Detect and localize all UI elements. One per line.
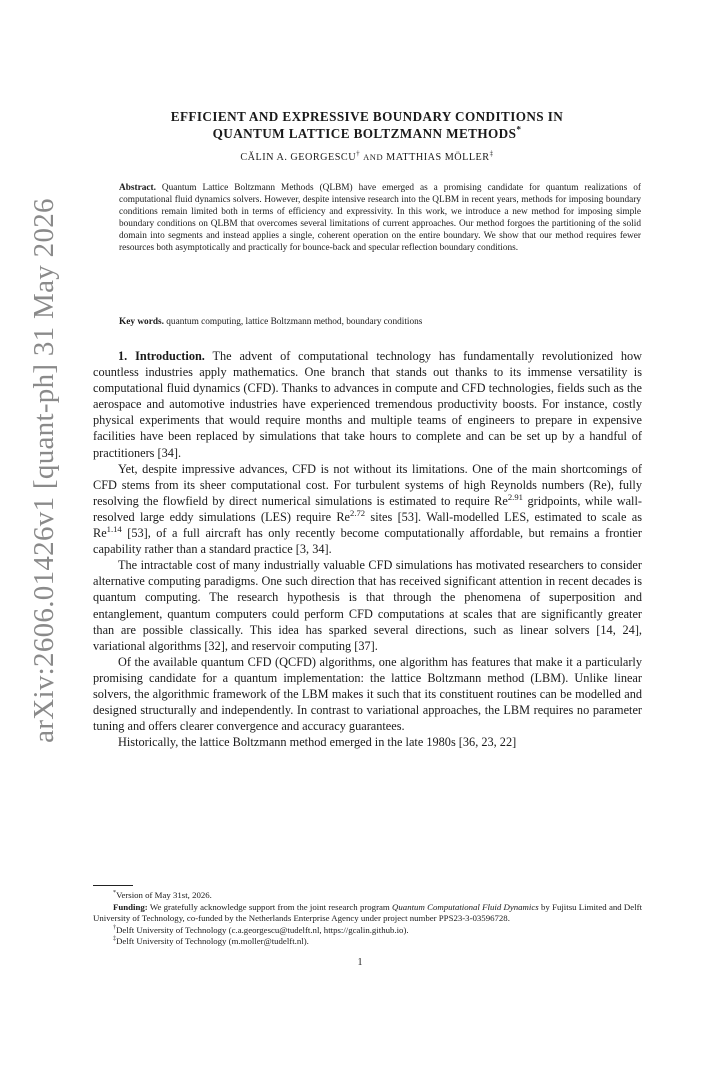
- section-heading: 1. Introduction.: [118, 349, 205, 363]
- intro-paragraph-5: Historically, the lattice Boltzmann method emerged in the late 1980s [36, 23, 22]: [118, 735, 517, 750]
- page-number: 1: [357, 957, 363, 968]
- intro-paragraph-2: [93, 461, 642, 558]
- arxiv-identifier: arXiv:2606.01426v1 [quant-ph] 31 May 2026: [27, 197, 60, 743]
- keywords-text: quantum computing, lattice Boltzmann method, boundary conditions: [166, 317, 423, 327]
- keywords: [119, 317, 641, 327]
- footnote-version-text: Version of May 31st, 2026.: [116, 890, 212, 900]
- footnote-dagger-mark: †: [113, 924, 117, 931]
- author-1: CĂLIN A. GEORGESCU: [240, 152, 357, 163]
- exponent-2: 2.72: [350, 507, 366, 518]
- intro-paragraph-4: Of the available quantum CFD (QCFD) algorithms, one algorithm has features that make it a particularly promising candidate for a quantum implementation: the lattice Boltzmann method (LBM). Unlike linear solvers, the algorithmic framework of the LBM makes it such that its constituent routines can be modelled and designed structurally and independently. In contrast to variational approaches, the LBM requires no parameter tuning and offers clearer convergence and accuracy guarantees.: [93, 654, 642, 734]
- title-line-2: [92, 125, 642, 142]
- intro-paragraph-1: [93, 348, 642, 461]
- abstract-text: Quantum Lattice Boltzmann Methods (QLBM) have emerged as a promising candidate for quantum realizations of computational fluid dynamics solvers. However, despite intensive research into the QLBM in recent years, methods for imposing boundary conditions remain limited both in terms of efficiency and expressivity. In this work, we introduce a new method for imposing simple boundary conditions on QLBM that overcomes several limitations of current approaches. Our method forgoes the partitioning of the solid domain into segments and instead applies a single, coherent operation on the entire boundary. We show that our method requires fewer resources both asymptotically and practically for bounce-back and specular reflection boundary conditions.: [119, 183, 641, 253]
- author-2: MATTHIAS MÖLLER: [386, 152, 490, 163]
- footnote-funding: [93, 902, 642, 925]
- title-line-1: EFFICIENT AND EXPRESSIVE BOUNDARY CONDITIONS IN: [170, 109, 564, 124]
- footnote-ddagger-mark: ‡: [113, 936, 117, 943]
- author-and: AND: [363, 152, 384, 162]
- intro-paragraph-3: The intractable cost of many industrially valuable CFD simulations has motivated researchers to consider alternative computing paradigms. One such direction that has received significant attention in recent decades is quantum computing. The research hypothesis is that through the phenomena of superposition and entanglement, quantum computers could perform CFD computations at scales that are significantly greater than are possible classically. This idea has sparked several directions, such as linear solvers [14, 24], variational algorithms [32], and reservoir computing [37].: [93, 558, 642, 653]
- intro-p1-text: The advent of computational technology has fundamentally revolutionized how countless industries apply mathematics. One branch that stands out thanks to its immense versatility is computational fluid dynamics (CFD). Thanks to advances in compute and CFD technologies, fields such as the aerospace and automotive industries have experienced tremendous productivity boosts. For instance, costly physical experiments that would require months and multiple teams of engineers to prepare in expensive facilities have been replaced by simulations that take hours to complete and can be set up by a handful of practitioners [34].: [93, 349, 643, 460]
- author-line: [92, 149, 642, 163]
- exponent-3: 1.14: [106, 523, 122, 534]
- footnote-author-1: [93, 925, 642, 937]
- abstract-label: Abstract.: [119, 183, 156, 193]
- funding-text-a: We gratefully acknowledge support from the joint research program: [149, 901, 390, 912]
- author-2-mark: ‡: [489, 149, 494, 158]
- intro-p2-b: gridpoints, while wall-resolved large eddy simulations (LES) require Re: [93, 493, 642, 524]
- title-footnote-mark: *: [516, 124, 522, 135]
- footnote-author-2: [93, 936, 642, 948]
- funding-label: Funding:: [113, 901, 148, 912]
- intro-p2-d: [53], of a full aircraft has only recently become computationally affordable, but remains a frontier capability rather than a standard practice [3, 34].: [93, 526, 642, 557]
- footnote-star-mark: *: [113, 890, 117, 897]
- footnotes: [93, 890, 642, 948]
- intro-p2-c: sites [53]. Wall-modelled LES, estimated to scale as Re: [93, 509, 642, 541]
- author-1-mark: †: [356, 149, 361, 158]
- funding-program: Quantum Computational Fluid Dynamics: [392, 901, 539, 912]
- footnote-rule: [93, 885, 133, 886]
- funding-text-b: by Fujitsu Limited and Delft University of Technology, co-funded by the Netherlands Enterprise Agency under project number PPS23-3-03596728.: [93, 901, 643, 924]
- keywords-label: Key words.: [119, 317, 164, 327]
- introduction-section: [93, 348, 642, 750]
- footnote-author-1-text: Delft University of Technology (c.a.georgescu@tudelft.nl, https://gcalin.github.io).: [116, 924, 409, 935]
- paper-title: [92, 108, 642, 142]
- footnote-version: [93, 890, 642, 902]
- abstract: [119, 183, 641, 254]
- exponent-1: 2.91: [507, 491, 523, 502]
- title-line-2-text: QUANTUM LATTICE BOLTZMANN METHODS: [212, 126, 517, 141]
- arxiv-sidebar: [24, 197, 64, 743]
- intro-p2-a: Yet, despite impressive advances, CFD is not without its limitations. One of the main shortcomings of CFD stems from its sheer computational cost. For turbulent systems of high Reynolds numbers (Re), fully resolving the flowfield by direct numerical simulations is estimated to require Re: [93, 461, 642, 508]
- footnote-author-2-text: Delft University of Technology (m.moller@tudelft.nl).: [116, 936, 309, 947]
